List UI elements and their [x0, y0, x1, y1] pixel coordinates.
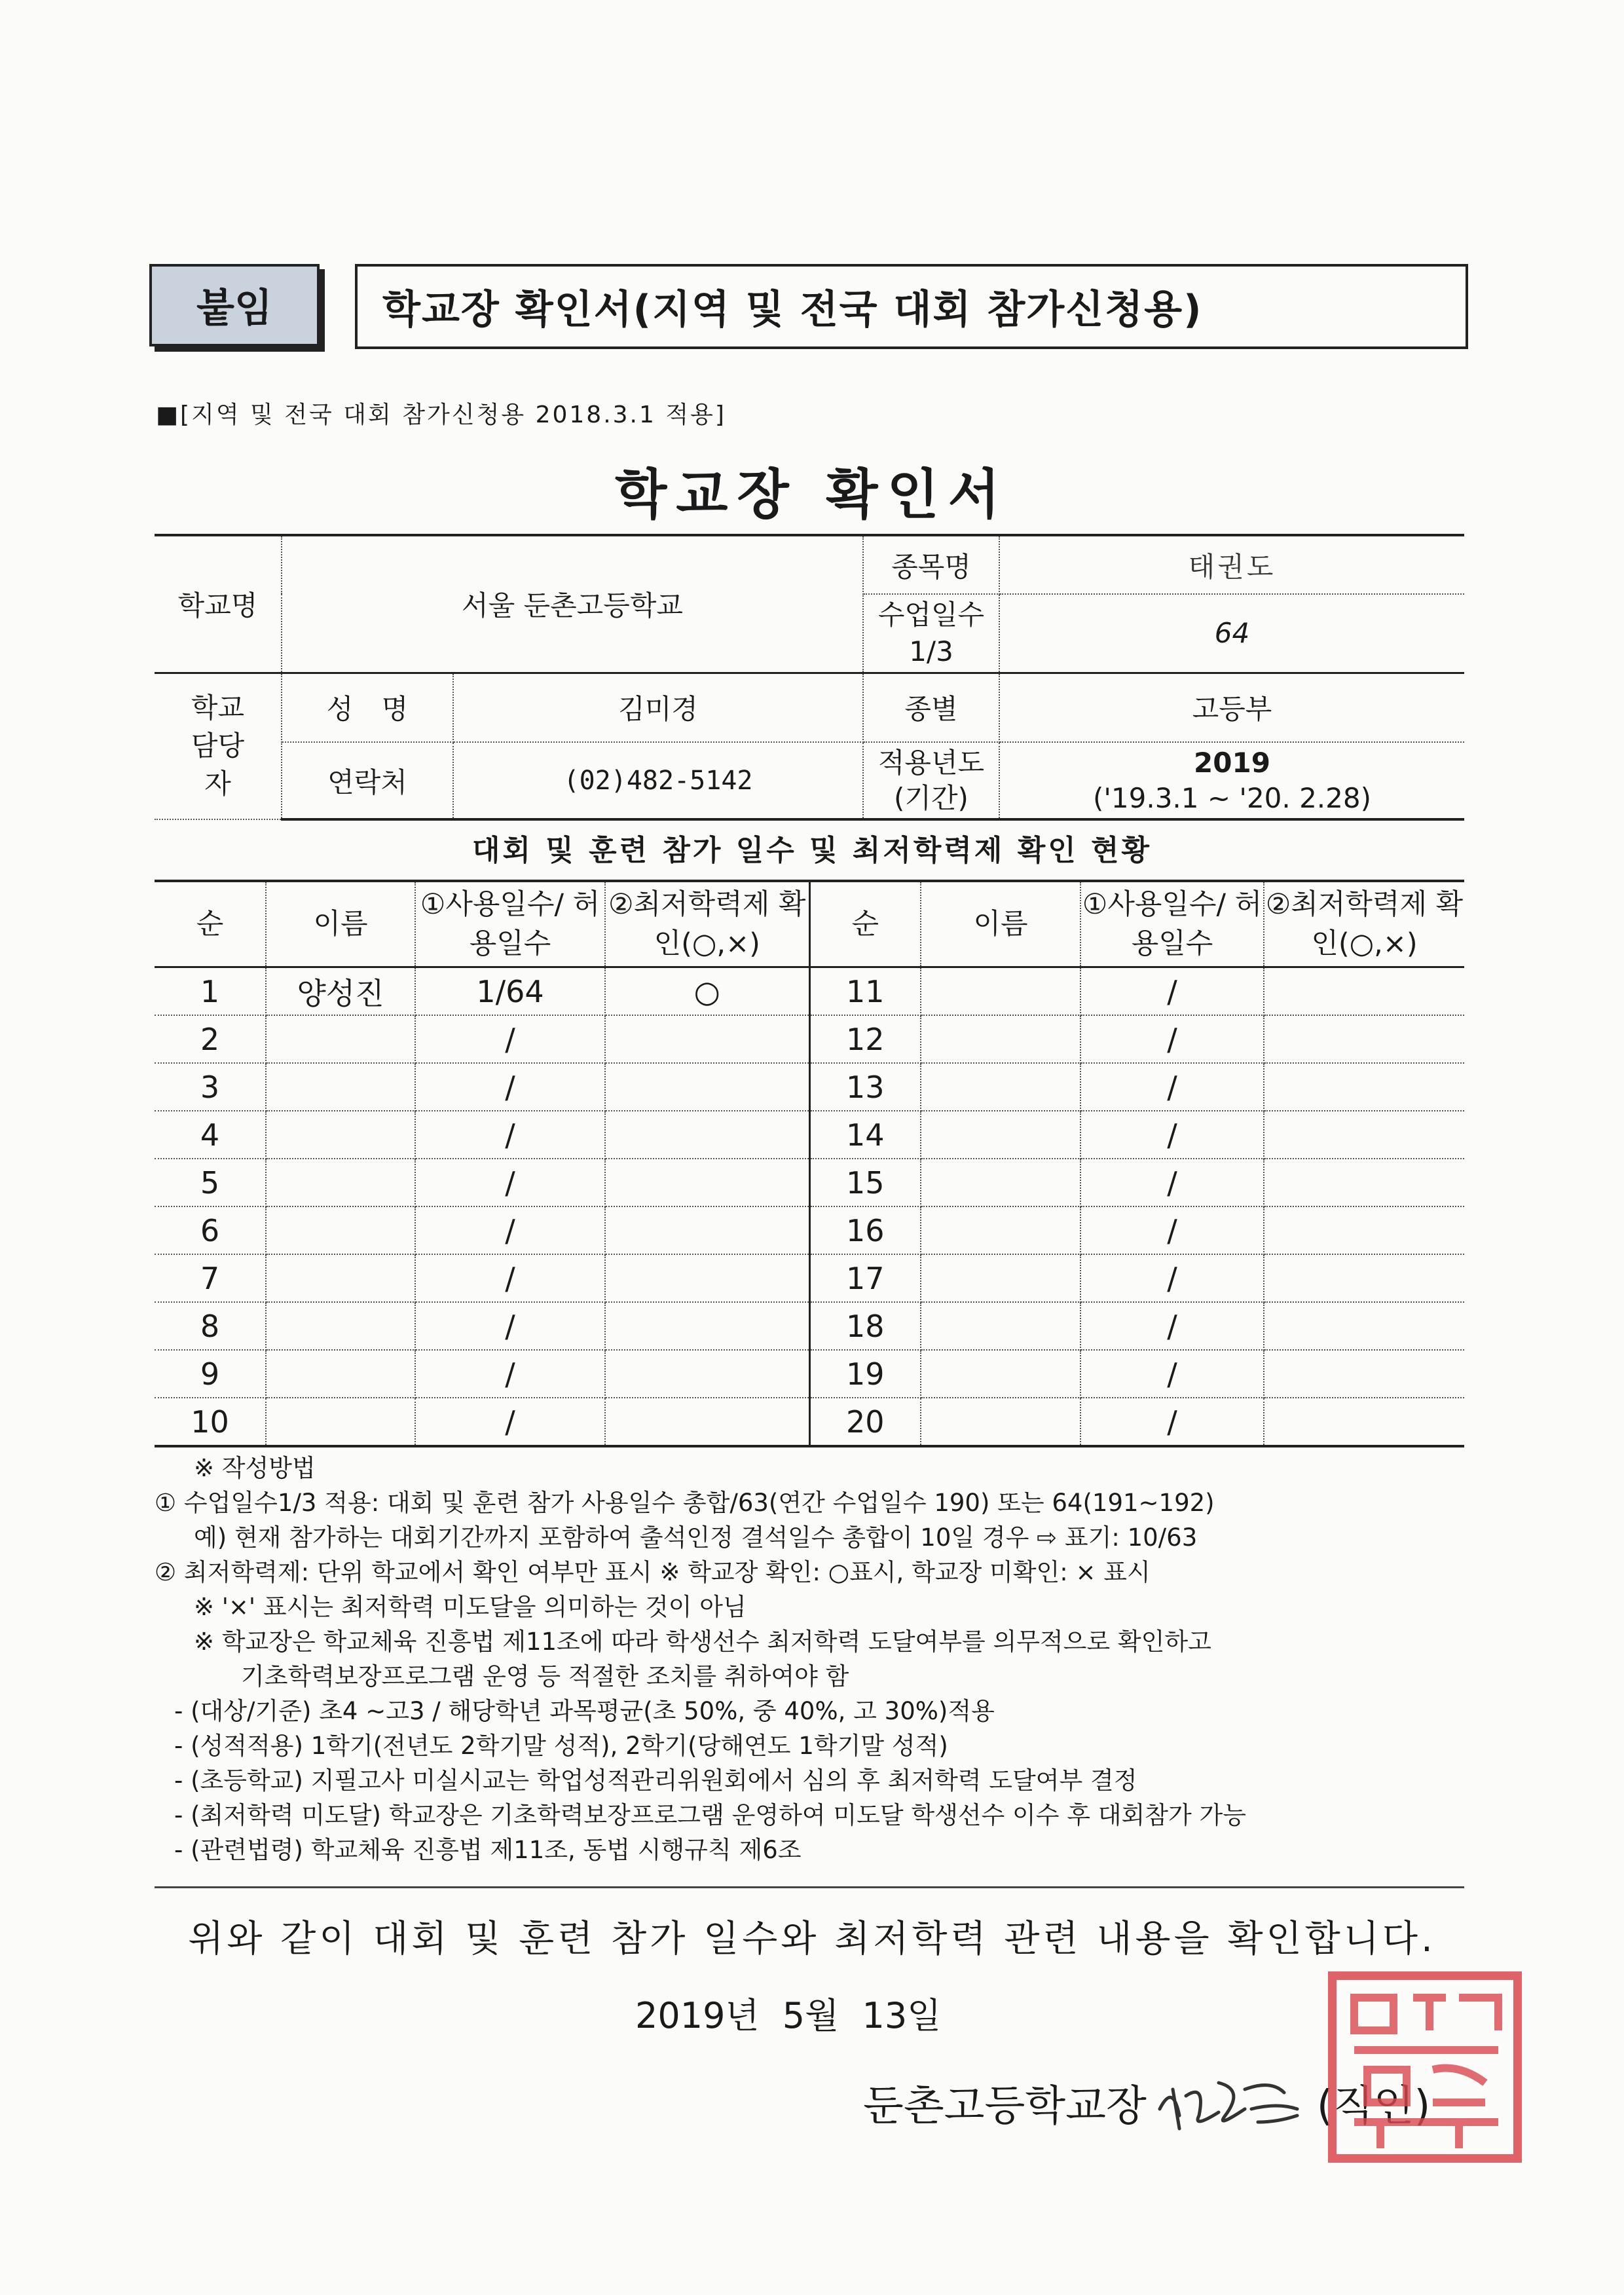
event-label: 종목명: [863, 535, 999, 594]
col-check-right: ②최저학력제 확인(○,×): [1264, 881, 1464, 967]
col-name: 이름: [266, 881, 415, 967]
row-check: [605, 1254, 809, 1302]
instruction-2-note-b-cont: 기초학력보장프로그램 운영 등 적절한 조치를 취하여야 함: [241, 1662, 849, 1690]
row-days: 1/64: [415, 967, 605, 1016]
row-days: /: [415, 1206, 605, 1254]
row-days-right: /: [1080, 1302, 1264, 1350]
table-row: [155, 1254, 1464, 1302]
detail-grades: - (성적적용) 1학기(전년도 2학기말 성적), 2학기(당해연도 1학기말 성적): [174, 1732, 948, 1760]
col-no: 순: [155, 881, 266, 967]
row-check-right: [1264, 1063, 1464, 1111]
table-row: [155, 1063, 1464, 1111]
instruction-2-note-a: ※ '×' 표시는 최저학력 미도달을 의미하는 것이 아님: [194, 1593, 747, 1621]
participation-table: [155, 880, 1464, 1447]
row-check: [605, 1206, 809, 1254]
row-check-right: [1264, 1206, 1464, 1254]
class-days-label: 수업일수 1/3: [863, 594, 999, 673]
school-label: 학교명: [155, 535, 282, 673]
row-no: 8: [155, 1302, 266, 1350]
instructions-heading: ※ 작성방법: [194, 1454, 316, 1482]
signing-date: [635, 1988, 941, 2038]
table-row: [155, 967, 1464, 1016]
detail-elementary: - (초등학교) 지필고사 미실시교는 학업성적관리위원회에서 심의 후 최저학력 도달여부 결정: [174, 1766, 1137, 1795]
row-no-right: 11: [809, 967, 921, 1016]
row-check-right: [1264, 1398, 1464, 1446]
row-days-right: /: [1080, 1206, 1264, 1254]
row-check: [605, 1111, 809, 1159]
row-name: [266, 1063, 415, 1111]
phone-label: 연락처: [282, 742, 453, 819]
document-title: 학교장 확인서: [615, 464, 1009, 526]
row-name: [266, 1398, 415, 1446]
detail-law: - (관련법령) 학교체육 진흥법 제11조, 동법 시행규칙 제6조: [174, 1836, 802, 1864]
row-no-right: 15: [809, 1159, 921, 1206]
row-name: [266, 1302, 415, 1350]
row-name-right: [921, 967, 1080, 1016]
row-no: 2: [155, 1015, 266, 1063]
row-check-right: [1264, 1015, 1464, 1063]
row-days: /: [415, 1159, 605, 1206]
row-check-right: [1264, 967, 1464, 1016]
row-check: ○: [605, 967, 809, 1016]
phone-value: (02)482-5142: [453, 742, 863, 819]
detail-unmet: - (최저학력 미도달) 학교장은 기초학력보장프로그램 운영하여 미도달 학생선수 이수 후 대회참가 가능: [174, 1801, 1247, 1829]
row-days: /: [415, 1254, 605, 1302]
handwritten-signature: [1147, 2063, 1317, 2142]
row-name: [266, 1254, 415, 1302]
table-row: [155, 1015, 1464, 1063]
row-days-right: /: [1080, 1350, 1264, 1398]
col-days-right: ①사용일수/ 허용일수: [1080, 881, 1264, 967]
row-days: /: [415, 1350, 605, 1398]
row-name-right: [921, 1063, 1080, 1111]
row-name: [266, 1206, 415, 1254]
col-days: ①사용일수/ 허용일수: [415, 881, 605, 967]
row-days: /: [415, 1063, 605, 1111]
row-days-right: /: [1080, 1015, 1264, 1063]
row-check-right: [1264, 1302, 1464, 1350]
col-name-right: 이름: [921, 881, 1080, 967]
name-label: 성 명: [282, 673, 453, 742]
row-no-right: 14: [809, 1111, 921, 1159]
row-days: /: [415, 1302, 605, 1350]
detail-criteria: - (대상/기준) 초4 ~고3 / 해당학년 과목평균(초 50%, 중 40%, 고 30%)적용: [174, 1697, 995, 1725]
row-days-right: /: [1080, 1063, 1264, 1111]
row-check-right: [1264, 1159, 1464, 1206]
year-label: 적용년도 (기간): [863, 742, 999, 819]
row-check: [605, 1063, 809, 1111]
row-days: /: [415, 1111, 605, 1159]
date-year: 2019년: [635, 1995, 760, 2036]
table-row: [155, 1302, 1464, 1350]
row-no: 10: [155, 1398, 266, 1446]
row-days-right: /: [1080, 1254, 1264, 1302]
instruction-2-note-b: ※ 학교장은 학교체육 진흥법 제11조에 따라 학생선수 최저학력 도달여부를 의무적으로 확인하고: [194, 1628, 1211, 1656]
row-days-right: /: [1080, 1111, 1264, 1159]
school-info-table: [155, 534, 1464, 821]
row-check-right: [1264, 1111, 1464, 1159]
division-label: 종별: [863, 673, 999, 742]
row-name: 양성진: [266, 967, 415, 1016]
table-row: [155, 1111, 1464, 1159]
row-name-right: [921, 1015, 1080, 1063]
divider-line: [155, 1886, 1464, 1888]
official-seal-label: (직인): [1316, 2082, 1431, 2131]
row-check: [605, 1159, 809, 1206]
row-name: [266, 1159, 415, 1206]
class-days-value: 64: [999, 594, 1464, 673]
row-days-right: /: [1080, 1398, 1264, 1446]
instruction-1: ① 수업일수1/3 적용: 대회 및 훈련 참가 사용일수 총합/63(연간 수업일수 190) 또는 64(191~192): [155, 1489, 1215, 1517]
row-name-right: [921, 1254, 1080, 1302]
row-days-right: /: [1080, 1159, 1264, 1206]
table-row: [155, 1159, 1464, 1206]
applicability-note: ■[지역 및 전국 대회 참가신청용 2018.3.1 적용]: [156, 401, 726, 428]
row-no: 7: [155, 1254, 266, 1302]
division-value: 고등부: [999, 673, 1464, 742]
row-name: [266, 1015, 415, 1063]
row-no-right: 19: [809, 1350, 921, 1398]
table-row: [155, 1350, 1464, 1398]
instruction-1-example: 예) 현재 참가하는 대회기간까지 포함하여 출석인정 결석일수 총합이 10일 경우 ⇨ 표기: 10/63: [194, 1523, 1198, 1552]
year-cell: [999, 742, 1464, 819]
roster-caption: 대회 및 훈련 참가 일수 및 최저학력제 확인 현황: [471, 834, 1153, 867]
row-days: /: [415, 1398, 605, 1446]
row-no: 3: [155, 1063, 266, 1111]
row-check: [605, 1302, 809, 1350]
row-no-right: 12: [809, 1015, 921, 1063]
row-name: [266, 1111, 415, 1159]
date-day: 13일: [862, 1995, 942, 2036]
col-no-right: 순: [809, 881, 921, 967]
col-check: ②최저학력제 확인(○,×): [605, 881, 809, 967]
row-no-right: 18: [809, 1302, 921, 1350]
attachment-tag: 붙임: [149, 264, 320, 346]
row-name-right: [921, 1302, 1080, 1350]
principal-title: 둔촌고등학교장: [863, 2082, 1147, 2131]
year-value: 2019: [1194, 746, 1270, 779]
row-no: 4: [155, 1111, 266, 1159]
instruction-2: ② 최저학력제: 단위 학교에서 확인 여부만 표시 ※ 학교장 확인: ○표시, 학교장 미확인: × 표시: [155, 1558, 1151, 1586]
row-no: 1: [155, 967, 266, 1016]
row-name: [266, 1350, 415, 1398]
table-row: [155, 1398, 1464, 1446]
row-check-right: [1264, 1254, 1464, 1302]
header-title: 학교장 확인서(지역 및 전국 대회 참가신청용): [355, 264, 1468, 349]
row-no: 6: [155, 1206, 266, 1254]
document-header: [149, 264, 1469, 349]
row-no: 9: [155, 1350, 266, 1398]
row-check-right: [1264, 1350, 1464, 1398]
row-no-right: 20: [809, 1398, 921, 1446]
row-check: [605, 1015, 809, 1063]
row-no-right: 16: [809, 1206, 921, 1254]
row-days: /: [415, 1015, 605, 1063]
table-row: [155, 1206, 1464, 1254]
row-name-right: [921, 1398, 1080, 1446]
date-month: 5월: [782, 1995, 840, 2036]
row-no-right: 17: [809, 1254, 921, 1302]
period-value: ('19.3.1 ~ '20. 2.28): [1092, 781, 1371, 814]
row-no-right: 13: [809, 1063, 921, 1111]
school-value: 서울 둔촌고등학교: [282, 535, 863, 673]
row-name-right: [921, 1350, 1080, 1398]
row-check: [605, 1398, 809, 1446]
row-days-right: /: [1080, 967, 1264, 1016]
row-check: [605, 1350, 809, 1398]
event-value: 태권도: [999, 535, 1464, 594]
name-value: 김미경: [453, 673, 863, 742]
contact-person-label: 학교 담당자: [155, 673, 282, 819]
row-no: 5: [155, 1159, 266, 1206]
official-seal: [1328, 1971, 1522, 2163]
row-name-right: [921, 1206, 1080, 1254]
row-name-right: [921, 1111, 1080, 1159]
confirmation-statement: 위와 같이 대회 및 훈련 참가 일수와 최저학력 관련 내용을 확인합니다.: [188, 1918, 1436, 1960]
row-name-right: [921, 1159, 1080, 1206]
instructions: [155, 1451, 1477, 1867]
